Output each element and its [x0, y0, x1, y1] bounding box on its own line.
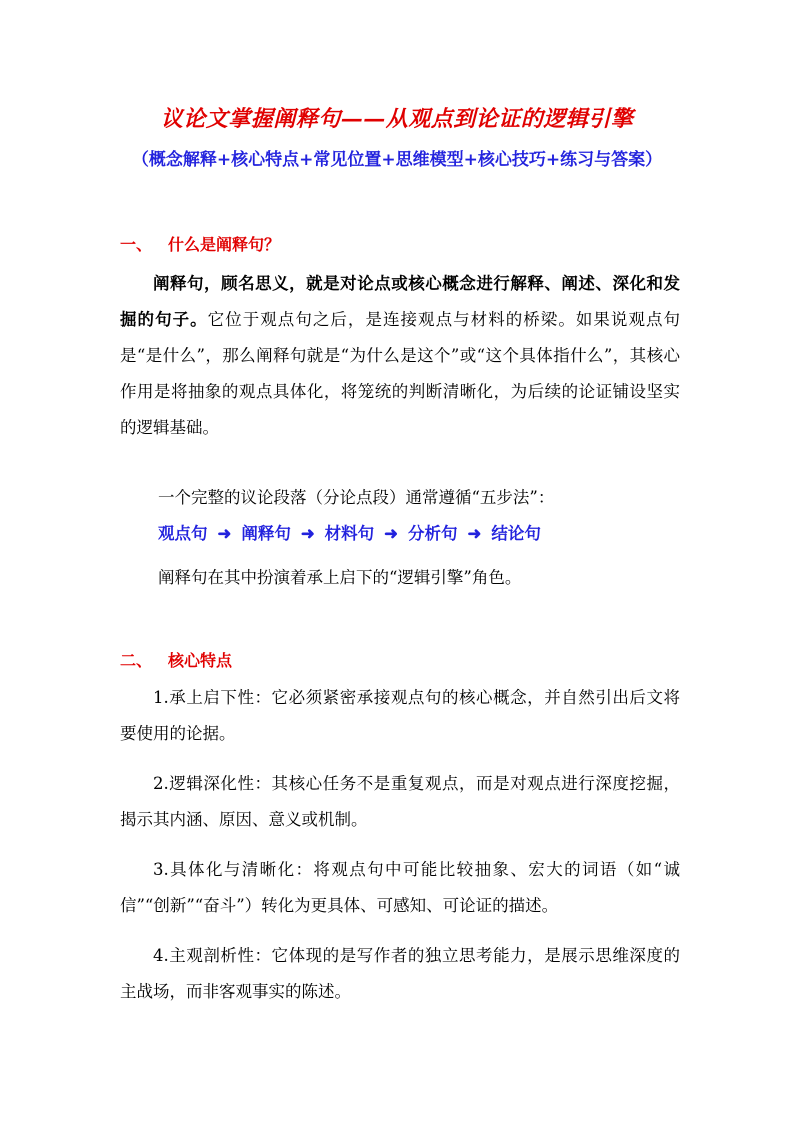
document-subtitle: （概念解释+核心特点+常见位置+思维模型+核心技巧+练习与答案） [131, 150, 663, 170]
five-steps-intro: 一个完整的议论段落（分论点段）通常遵循“五步法”： [158, 488, 555, 507]
flow-step-2: 阐释句 [241, 524, 291, 543]
section-1-title: 什么是阐释句？ [168, 235, 281, 254]
section-1-paragraph [120, 266, 680, 446]
section-1-heading [120, 232, 280, 255]
feature-item: 2.逻辑深化性：其核心任务不是重复观点，而是对观点进行深度挖掘，揭示其内涵、原因、意义或机制。 [120, 774, 680, 829]
arrow-right-icon: ➜ [300, 524, 315, 543]
feature-item: 3.具体化与清晰化：将观点句中可能比较抽象、宏大的词语（如“诚信”“创新”“奋斗”）转化为更具体、可感知、可论证的描述。 [120, 860, 680, 915]
section-1-number: 一、 [120, 235, 153, 254]
role-line: 阐释句在其中扮演着承上启下的“逻辑引擎”角色。 [158, 568, 522, 587]
five-steps-flow [158, 520, 541, 544]
flow-step-1: 观点句 [158, 524, 208, 543]
section-2-title: 核心特点 [168, 651, 233, 670]
flow-step-3: 材料句 [324, 524, 375, 543]
arrow-right-icon: ➜ [384, 524, 398, 543]
section-2-heading [120, 648, 232, 671]
feature-item: 1.承上启下性：它必须紧密承接观点句的核心概念，并自然引出后文将要使用的论据。 [120, 688, 680, 743]
arrow-right-icon: ➜ [467, 524, 482, 543]
section-2-number: 二、 [120, 651, 153, 670]
flow-step-5: 结论句 [491, 524, 541, 543]
definition-rest: 它位于观点句之后，是连接观点与材料的桥梁。如果说观点句是“是什么”，那么阐释句就是“为什么是这个”或“这个具体指什么”，其核心作用是将抽象的观点具体化，将笼统的判断清晰化，为后续的论证铺设坚实的逻辑基础。 [120, 310, 681, 437]
document-title: 议论文掌握阐释句——从观点到论证的逻辑引擎 [160, 106, 634, 132]
arrow-right-icon: ➜ [217, 524, 232, 543]
definition-bold: 阐释句，顾名思义，就是对论点或核心概念进行解释、阐述、深化和发掘的句子。 [120, 274, 680, 329]
flow-step-4: 分析句 [407, 524, 458, 543]
feature-item: 4.主观剖析性：它体现的是写作者的独立思考能力，是展示思维深度的主战场，而非客观事实的陈述。 [120, 946, 680, 1001]
